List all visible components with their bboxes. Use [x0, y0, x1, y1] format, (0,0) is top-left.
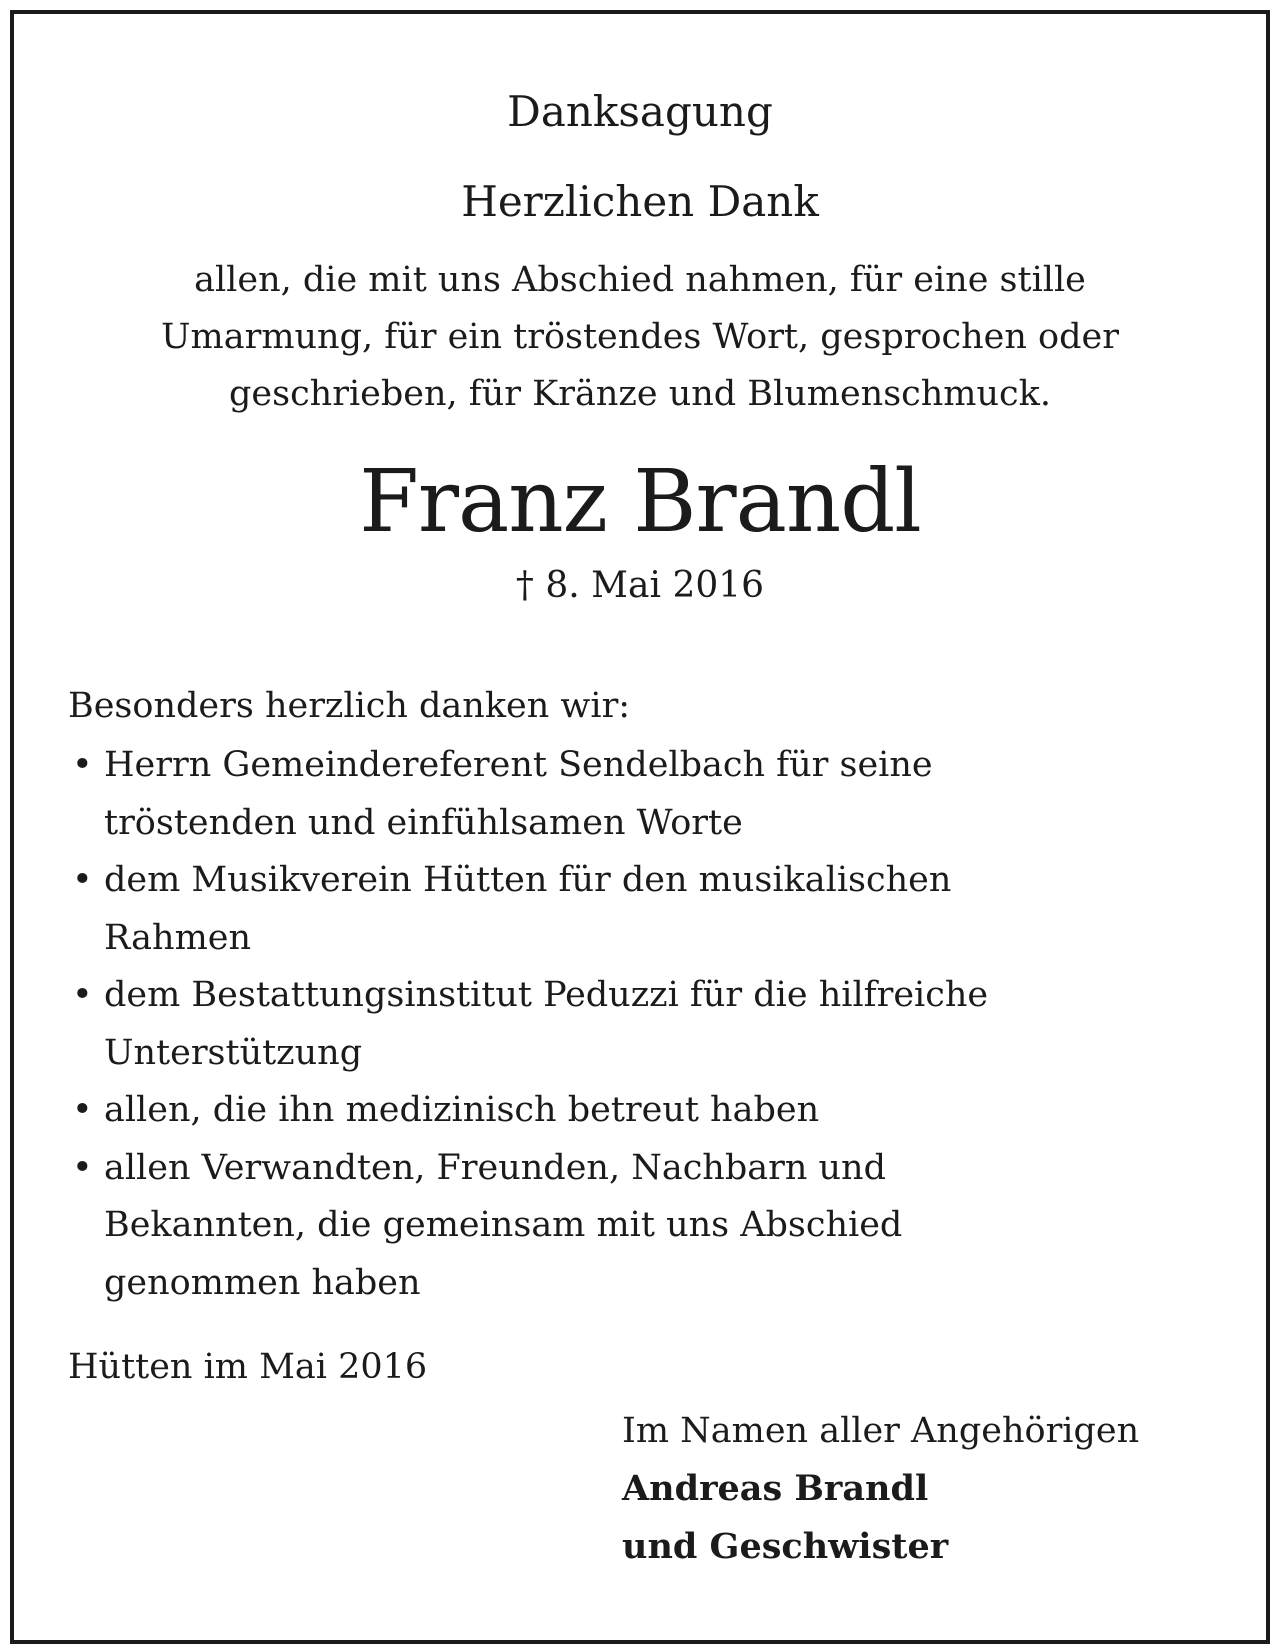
thanks-item	[68, 1082, 1218, 1140]
thanks-item	[68, 737, 1218, 852]
thanks-item-line: Herrn Gemeindereferent Sendelbach für seine	[104, 745, 933, 785]
thanks-list	[68, 737, 1218, 1312]
bullet-icon: •	[72, 1090, 93, 1130]
intro-line: geschrieben, für Kränze und Blumenschmuck.	[229, 374, 1051, 414]
signature-line: und Geschwister	[622, 1526, 949, 1567]
thanks-item-line: tröstenden und einfühlsamen Worte	[104, 802, 743, 843]
deceased-name: Franz Brandl	[359, 452, 921, 552]
thanks-item	[68, 852, 1218, 967]
signer-name: Andreas Brandl	[622, 1468, 929, 1509]
thanks-item-line: dem Bestattungsinstitut Peduzzi für die hilfreiche	[104, 975, 989, 1015]
notice-content	[14, 14, 1266, 1640]
notice-subheading: Herzlichen Dank	[461, 177, 819, 226]
place-date: Hütten im Mai 2016	[68, 1347, 428, 1387]
intro-line: Umarmung, für ein tröstendes Wort, gesprochen oder	[161, 317, 1119, 357]
thanks-item-line: dem Musikverein Hütten für den musikalischen	[104, 860, 952, 900]
thanks-item	[68, 967, 1218, 1082]
thanks-item-line: Unterstützung	[104, 1032, 363, 1073]
thanks-item-line: Rahmen	[104, 917, 252, 958]
thanks-item-line: Bekannten, die gemeinsam mit uns Abschied	[104, 1205, 903, 1245]
notice-heading: Danksagung	[507, 87, 773, 136]
bullet-icon: •	[72, 975, 93, 1015]
thanks-item-line: allen, die ihn medizinisch betreut haben	[104, 1090, 820, 1130]
thanks-intro: Besonders herzlich danken wir:	[68, 686, 631, 726]
bullet-icon: •	[72, 1147, 93, 1188]
obituary-notice	[10, 10, 1270, 1644]
thanks-item	[68, 1140, 1218, 1313]
thanks-item-line: genommen haben	[104, 1262, 421, 1303]
intro-line: allen, die mit uns Abschied nahmen, für eine stille	[194, 260, 1086, 300]
intro-text	[14, 252, 1266, 423]
death-date: † 8. Mai 2016	[515, 565, 765, 606]
bullet-icon: •	[72, 745, 93, 785]
signature-block	[622, 1402, 1139, 1576]
signature-line: Im Namen aller Angehörigen	[622, 1411, 1140, 1451]
thanks-item-line: allen Verwandten, Freunden, Nachbarn und	[104, 1147, 886, 1188]
bullet-icon: •	[72, 860, 93, 900]
